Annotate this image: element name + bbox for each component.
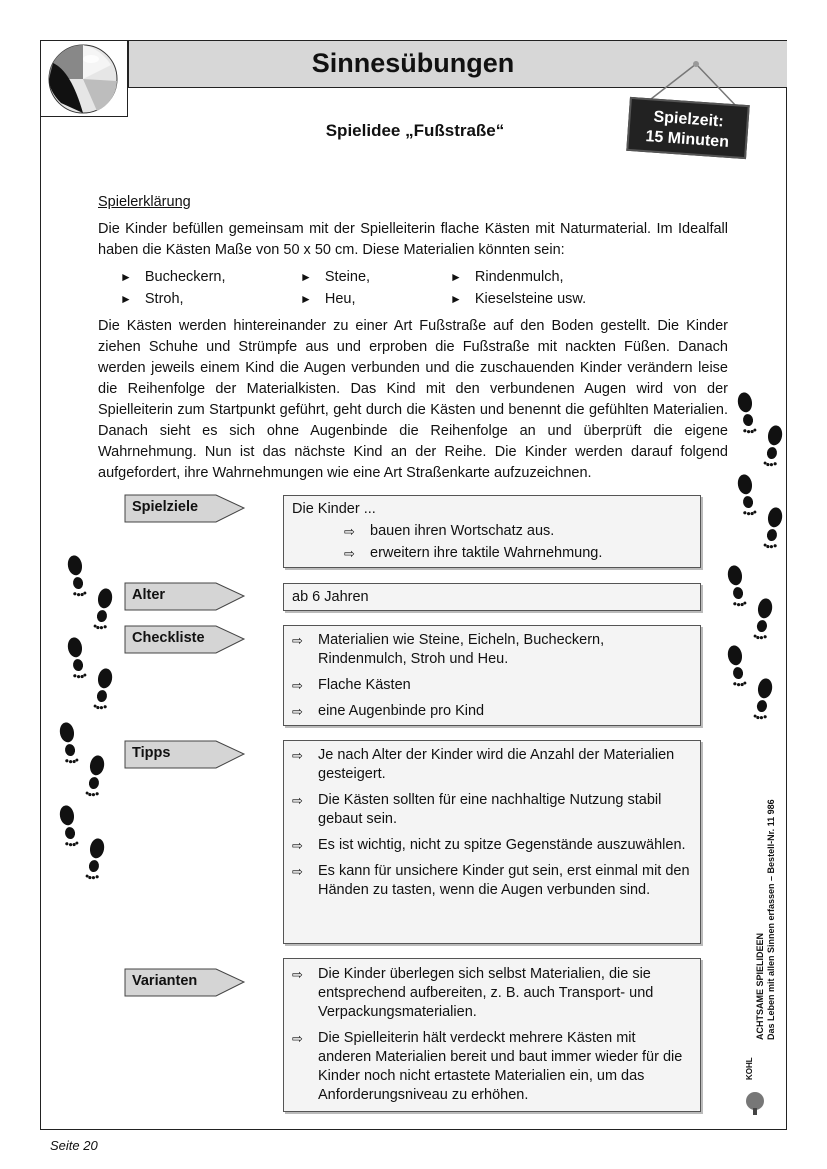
publisher-tree-icon: [742, 1090, 768, 1116]
intro-paragraph: Die Kinder befüllen gemeinsam mit der Spielleiterin flache Kästen mit Naturmaterial. Im Idealfall haben die Kästen Maße von 50 x 50 cm. Diese Materialien könnten sein:: [98, 221, 728, 258]
outline-arrow-right-icon: ⇨: [292, 967, 303, 982]
list-item: Die Kästen sollten für eine nachhaltige Nutzung stabil gebaut sein.: [318, 792, 662, 827]
outline-arrow-right-icon: ⇨: [292, 748, 303, 763]
triangle-right-icon: ►: [450, 292, 462, 306]
book-title: Das Leben mit allen Sinnen erfassen – Bestell-Nr. 11 986: [766, 799, 776, 1040]
label-alter: [124, 582, 244, 610]
triangle-right-icon: ►: [450, 270, 462, 284]
list-item: Die Spielleiterin hält verdeckt mehrere Kästen mit anderen Materialien bereit und baut immer wieder für die Kinder noch nicht ertastete Materialien ein, um das Anforderungsniveau zu erhöhen.: [318, 1030, 683, 1103]
label-text: Tipps: [132, 745, 171, 761]
list-item: Steine,: [324, 269, 371, 285]
label-text: Checkliste: [132, 630, 205, 646]
triangle-right-icon: ►: [120, 292, 132, 306]
page-number: Seite 20: [50, 1138, 98, 1153]
list-item: Rindenmulch,: [474, 269, 564, 285]
label-text: Varianten: [132, 973, 198, 989]
label-varianten: [124, 968, 244, 996]
playtime-board: [626, 97, 749, 159]
materials-row: [120, 266, 720, 288]
explanation-heading: Spielerklärung: [98, 194, 191, 210]
list-item: Flache Kästen: [318, 677, 411, 693]
list-item: Es kann für unsichere Kinder gut sein, erst einmal mit den Händen zu tasten, wenn die Augen verbunden sind.: [318, 863, 690, 898]
list-item: Stroh,: [144, 291, 184, 307]
outline-arrow-right-icon: ⇨: [344, 524, 355, 539]
label-tipps: [124, 740, 244, 768]
outline-arrow-right-icon: ⇨: [292, 838, 303, 853]
playtime-sign: [624, 58, 754, 163]
outline-arrow-right-icon: ⇨: [292, 864, 303, 879]
outline-arrow-right-icon: ⇨: [292, 1031, 303, 1046]
label-checkliste: [124, 625, 244, 653]
box-alter: [283, 583, 701, 611]
side-publication-info: [755, 799, 777, 1040]
list-item: Je nach Alter der Kinder wird die Anzahl der Materialien gesteigert.: [318, 747, 675, 782]
box-checkliste: [283, 625, 701, 726]
publisher-logo: KOHL: [745, 1057, 754, 1080]
list-item: eine Augenbinde pro Kind: [318, 703, 485, 719]
playtime-value: 15 Minuten: [644, 128, 730, 151]
box-varianten: [283, 958, 701, 1112]
page-title: Sinnesübungen: [311, 48, 515, 78]
list-item: Materialien wie Steine, Eicheln, Bucheckern, Rindenmulch, Stroh und Heu.: [318, 632, 605, 667]
playtime-label: Spielzeit:: [652, 108, 725, 131]
label-text: Alter: [132, 587, 166, 603]
outline-arrow-right-icon: ⇨: [292, 633, 303, 648]
list-item: Bucheckern,: [144, 269, 226, 285]
rules-paragraph: Die Kästen werden hintereinander zu einer Art Fußstraße auf den Boden gestellt. Die Kinder ziehen Schuhe und Strümpfe aus und erproben die Fußstraße mit nackten Füßen. Danach werden jeweils einem Kind die Augen verbunden und die zuschauenden Kinder verändern leise die Reihenfolge der Materialkisten. Das Kind mit den verbundenen Augen wird von der Spielleiterin zum Startpunkt geführt, geht durch die Kästen und benennt die gefühlten Materialien. Danach sieht es sich ohne Augenbinde die Reihenfolge an und überprüft die eigene Wahrnehmung. Nun ist das nächste Kind an der Reihe. Die Kinder werden darauf folgend aufgefordert, ihre Wahrnehmungen wie eine Art Straßenkarte aufzuzeichnen.: [98, 318, 728, 481]
box-spielziele: [283, 495, 701, 568]
materials-list: [120, 266, 720, 310]
triangle-right-icon: ►: [300, 270, 312, 284]
game-subtitle: Spielidee „Fußstraße“: [325, 121, 505, 140]
outline-arrow-right-icon: ⇨: [292, 678, 303, 693]
outline-arrow-right-icon: ⇨: [344, 546, 355, 561]
list-item: Es ist wichtig, nicht zu spitze Gegenstände auszuwählen.: [318, 837, 686, 853]
label-text: Spielziele: [132, 499, 199, 515]
triangle-right-icon: ►: [300, 292, 312, 306]
age-text: ab 6 Jahren: [292, 589, 369, 605]
triangle-right-icon: ►: [120, 270, 132, 284]
goals-lead: Die Kinder ...: [292, 501, 376, 517]
materials-row: [120, 288, 720, 310]
outline-arrow-right-icon: ⇨: [292, 704, 303, 719]
list-item: erweitern ihre taktile Wahrnehmung.: [370, 545, 603, 561]
label-spielziele: [124, 494, 244, 522]
list-item: Kieselsteine usw.: [474, 291, 587, 307]
series-title: ACHTSAME SPIELIDEEN: [755, 932, 765, 1040]
list-item: Heu,: [324, 291, 356, 307]
beach-ball-icon: [41, 41, 127, 116]
list-item: Die Kinder überlegen sich selbst Materialien, die sie entsprechend aufbereiten, z. B. auch Transport- und Verpackungsmaterialien.: [318, 966, 654, 1020]
box-tipps: [283, 740, 701, 944]
outline-arrow-right-icon: ⇨: [292, 793, 303, 808]
list-item: bauen ihren Wortschatz aus.: [370, 523, 555, 539]
logo-box: [41, 41, 128, 117]
